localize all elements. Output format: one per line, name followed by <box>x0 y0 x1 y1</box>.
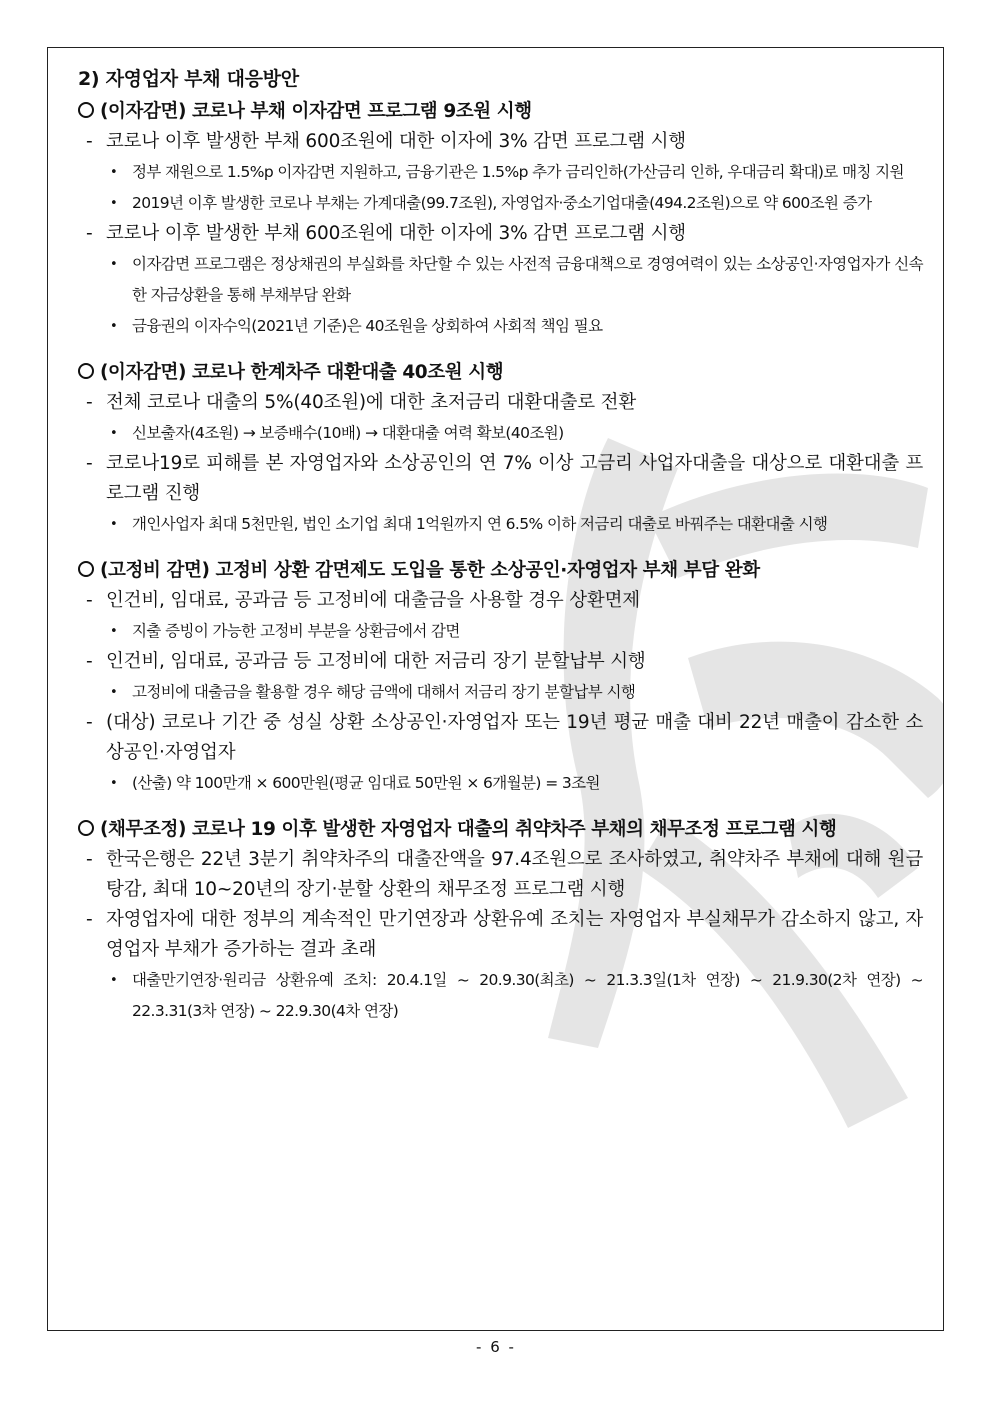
dash-item: - 코로나19로 피해를 본 자영업자와 소상공인의 연 7% 이상 고금리 사업자대출을 대상으로 대환대출 프로그램 진행 <box>86 453 923 504</box>
section-title: 2) 자영업자 부채 대응방안 <box>78 68 299 90</box>
dash-item: - 인건비, 임대료, 공과금 등 고정비에 대한 저금리 장기 분할납부 시행 <box>86 651 646 672</box>
circle-bullet-icon <box>78 561 94 577</box>
dash-item: - (대상) 코로나 기간 중 성실 상환 소상공인·자영업자 또는 19년 평균 매출 대비 22년 매출이 감소한 소상공인·자영업자 <box>86 712 923 763</box>
page-frame <box>47 47 944 1331</box>
section-heading: (고정비 감면) 고정비 상환 감면제도 도입을 통한 소상공인·자영업자 부채 부담 완화 <box>78 556 923 586</box>
document-body <box>78 64 923 1027</box>
section-heading: (이자감면) 코로나 한계차주 대환대출 40조원 시행 <box>78 358 923 388</box>
dot-item: • 대출만기연장·원리금 상환유예 조치: 20.4.1일 ~ 20.9.30(최초) ~ 21.3.3일(1차 연장) ~ 21.9.30(2차 연장) ~ 22.3.31(3차 연장) ~ 22.9.30(4차 연장) <box>110 971 923 1020</box>
policy-section <box>78 815 923 1027</box>
dot-item: • 정부 재원으로 1.5%p 이자감면 지원하고, 금융기관은 1.5%p 추가 금리인하(가산금리 인하, 우대금리 확대)로 매칭 지원 <box>110 163 904 181</box>
dot-item: • 이자감면 프로그램은 정상채권의 부실화를 차단할 수 있는 사전적 금융대책으로 경영여력이 있는 소상공인·자영업자가 신속한 자금상환을 통해 부채부담 완화 <box>110 255 923 304</box>
dash-item: - 자영업자에 대한 정부의 계속적인 만기연장과 상환유예 조치는 자영업자 부실채무가 감소하지 않고, 자영업자 부채가 증가하는 결과 초래 <box>86 909 923 960</box>
dot-item: • (산출) 약 100만개 × 600만원(평균 임대료 50만원 × 6개월분) = 3조원 <box>110 774 600 792</box>
section-heading: (이자감면) 코로나 부채 이자감면 프로그램 9조원 시행 <box>78 97 923 127</box>
policy-section <box>78 97 923 342</box>
dash-item: - 코로나 이후 발생한 부채 600조원에 대한 이자에 3% 감면 프로그램 시행 <box>86 223 686 244</box>
dot-item: • 금융권의 이자수익(2021년 기준)은 40조원을 상회하여 사회적 책임 필요 <box>110 317 603 335</box>
section-heading: (채무조정) 코로나 19 이후 발생한 자영업자 대출의 취약차주 부채의 채무조정 프로그램 시행 <box>78 815 923 845</box>
policy-section <box>78 556 923 799</box>
dot-item: • 고정비에 대출금을 활용할 경우 해당 금액에 대해서 저금리 장기 분할납부 시행 <box>110 683 636 701</box>
dash-item: - 한국은행은 22년 3분기 취약차주의 대출잔액을 97.4조원으로 조사하였고, 취약차주 부채에 대해 원금탕감, 최대 10~20년의 장기·분할 상환의 채무조정 프로그램 시행 <box>86 849 923 900</box>
dash-item: - 전체 코로나 대출의 5%(40조원)에 대한 초저금리 대환대출로 전환 <box>86 392 636 413</box>
circle-bullet-icon <box>78 820 94 836</box>
dash-item: - 코로나 이후 발생한 부채 600조원에 대한 이자에 3% 감면 프로그램 시행 <box>86 131 686 152</box>
circle-bullet-icon <box>78 102 94 118</box>
dot-item: • 2019년 이후 발생한 코로나 부채는 가계대출(99.7조원), 자영업자·중소기업대출(494.2조원)으로 약 600조원 증가 <box>110 194 872 212</box>
page-number: - 6 - <box>476 1338 516 1356</box>
policy-section <box>78 358 923 540</box>
dash-item: - 인건비, 임대료, 공과금 등 고정비에 대출금을 사용할 경우 상환면제 <box>86 590 640 611</box>
circle-bullet-icon <box>78 363 94 379</box>
dot-item: • 개인사업자 최대 5천만원, 법인 소기업 최대 1억원까지 연 6.5% 이하 저금리 대출로 바꿔주는 대환대출 시행 <box>110 515 828 533</box>
dot-item: • 신보출자(4조원) → 보증배수(10배) → 대환대출 여력 확보(40조원) <box>110 424 564 442</box>
dot-item: • 지출 증빙이 가능한 고정비 부분을 상환금에서 감면 <box>110 622 460 640</box>
